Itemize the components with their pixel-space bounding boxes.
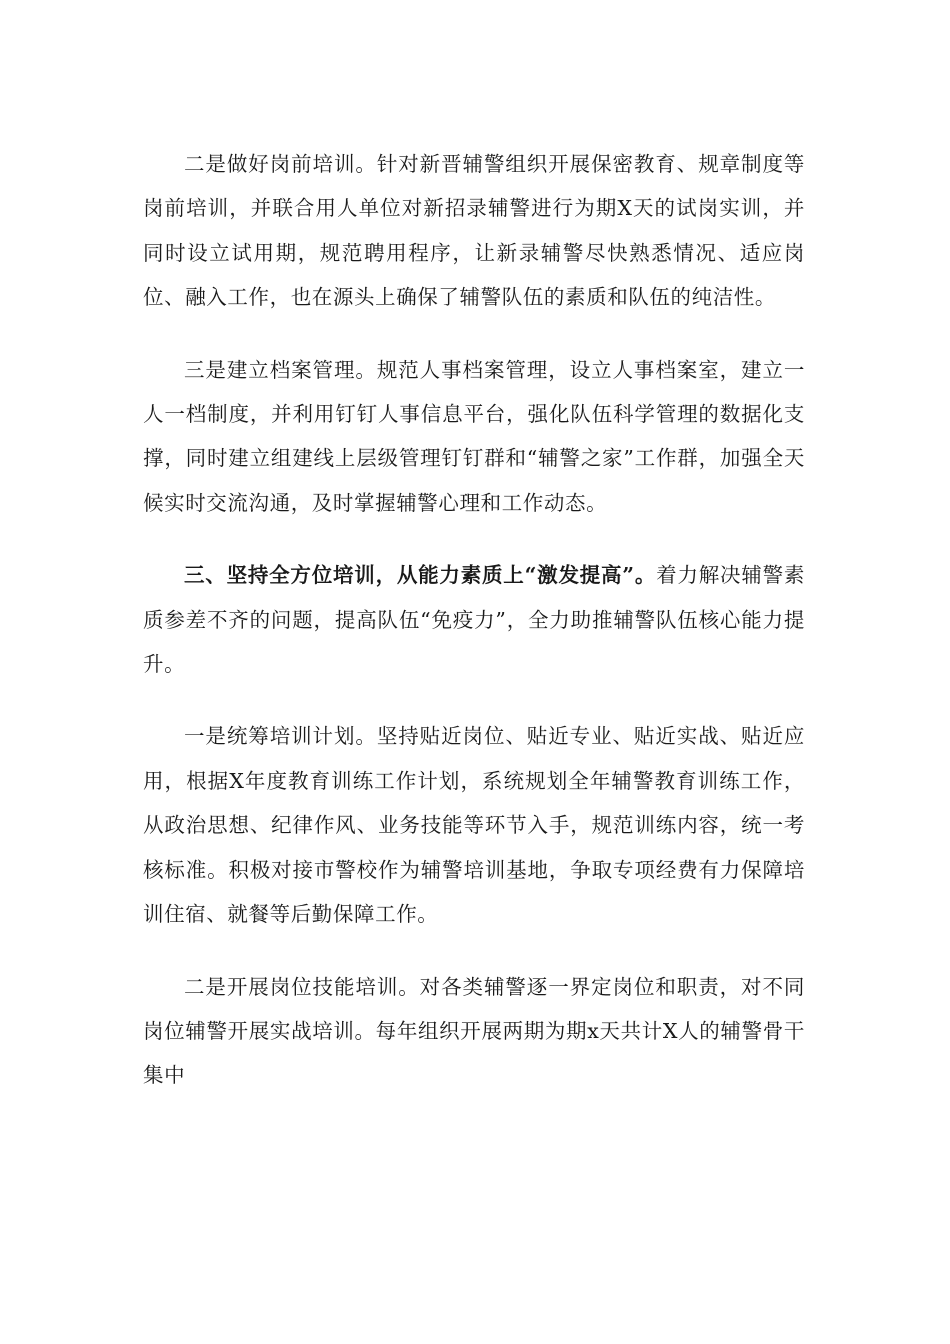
paragraph-training-plan (143, 714, 805, 936)
paragraph-text: 二是做好岗前培训。针对新晋辅警组织开展保密教育、规章制度等岗前培训，并联合用人单位对新招录辅警进行为期X天的试岗实训，并同时设立试用期，规范聘用程序，让新录辅警尽快熟悉情况、适应岗位、融入工作，也在源头上确保了辅警队伍的素质和队伍的纯洁性。 (143, 152, 805, 310)
document-body (143, 142, 805, 1098)
paragraph-section-three (143, 553, 805, 686)
paragraph-text: 着力解决辅警素质参差不齐的问题，提高队伍“免疫力”，全力助推辅警队伍核心能力提升。 (143, 563, 805, 677)
paragraph-text: 一是统筹培训计划。坚持贴近岗位、贴近专业、贴近实战、贴近应用，根据X年度教育训练工作计划，系统规划全年辅警教育训练工作，从政治思想、纪律作风、业务技能等环节入手，规范训练内容，统一考核标准。积极对接市警校作为辅警培训基地，争取专项经费有力保障培训住宿、就餐等后勤保障工作。 (143, 724, 805, 927)
paragraph-skills-training (143, 965, 805, 1098)
paragraph-archive-management (143, 348, 805, 526)
paragraph-text: 三是建立档案管理。规范人事档案管理，设立人事档案室，建立一人一档制度，并利用钉钉人事信息平台，强化队伍科学管理的数据化支撑，同时建立组建线上层级管理钉钉群和“辅警之家”工作群，加强全天候实时交流沟通，及时掌握辅警心理和工作动态。 (143, 357, 805, 515)
paragraph-pre-job-training (143, 142, 805, 320)
paragraph-text: 二是开展岗位技能培训。对各类辅警逐一界定岗位和职责，对不同岗位辅警开展实战培训。每年组织开展两期为期x天共计X人的辅警骨干集中 (143, 974, 805, 1088)
section-heading: 三、坚持全方位培训，从能力素质上“激发提高”。 (184, 563, 657, 588)
